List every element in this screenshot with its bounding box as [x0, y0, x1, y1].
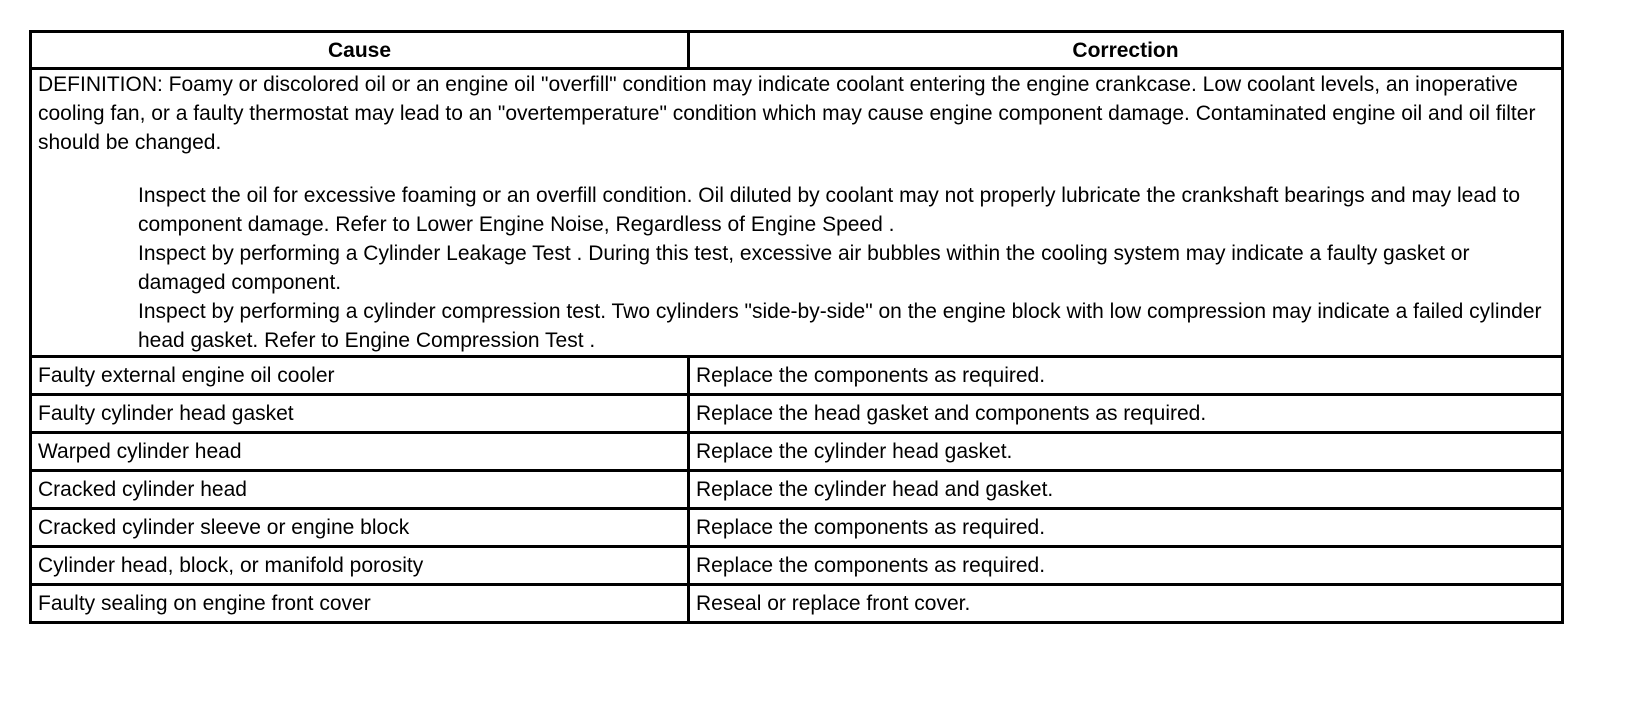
correction-cell: Reseal or replace front cover.	[689, 585, 1563, 623]
inspection-steps	[38, 181, 1555, 355]
correction-cell: Replace the components as required.	[689, 509, 1563, 547]
cause-cell: Warped cylinder head	[31, 433, 689, 471]
table-row	[31, 395, 1563, 433]
inspection-step: Inspect the oil for excessive foaming or an overfill condition. Oil diluted by coolant may not properly lubricate the crankshaft bearings and may lead to component damage. Refer to Lower Engine Noise, Regardless of Engine Speed .	[138, 184, 1521, 236]
table-row	[31, 585, 1563, 623]
inspection-step: Inspect by performing a cylinder compression test. Two cylinders "side-by-side" on the engine block with low compression may indicate a failed cylinder head gasket. Refer to Engine Compression Test .	[138, 300, 1542, 352]
table-row	[31, 471, 1563, 509]
definition-row	[31, 69, 1563, 357]
table-row	[31, 547, 1563, 585]
table-row	[31, 433, 1563, 471]
correction-cell: Replace the components as required.	[689, 357, 1563, 395]
correction-cell: Replace the cylinder head and gasket.	[689, 471, 1563, 509]
correction-cell: Replace the components as required.	[689, 547, 1563, 585]
cause-cell: Cylinder head, block, or manifold porosity	[31, 547, 689, 585]
correction-header: Correction	[689, 32, 1563, 69]
cause-cell: Cracked cylinder sleeve or engine block	[31, 509, 689, 547]
definition-cell	[31, 69, 1563, 357]
header-row	[31, 32, 1563, 69]
cause-cell: Faulty cylinder head gasket	[31, 395, 689, 433]
table-row	[31, 509, 1563, 547]
definition-text: DEFINITION: Foamy or discolored oil or an engine oil "overfill" condition may indicate coolant entering the engine crankcase. Low coolant levels, an inoperative cooling fan, or a faulty thermostat may lead to an "overtemperature" condition which may cause engine component damage. Contaminated engine oil and oil filter should be changed.	[38, 73, 1536, 154]
table-row	[31, 357, 1563, 395]
cause-cell: Faulty sealing on engine front cover	[31, 585, 689, 623]
cause-header: Cause	[31, 32, 689, 69]
cause-cell: Faulty external engine oil cooler	[31, 357, 689, 395]
inspection-step: Inspect by performing a Cylinder Leakage Test . During this test, excessive air bubbles within the cooling system may indicate a faulty gasket or damaged component.	[138, 242, 1470, 294]
correction-cell: Replace the head gasket and components as required.	[689, 395, 1563, 433]
cause-cell: Cracked cylinder head	[31, 471, 689, 509]
correction-cell: Replace the cylinder head gasket.	[689, 433, 1563, 471]
diagnostic-table	[29, 30, 1564, 624]
